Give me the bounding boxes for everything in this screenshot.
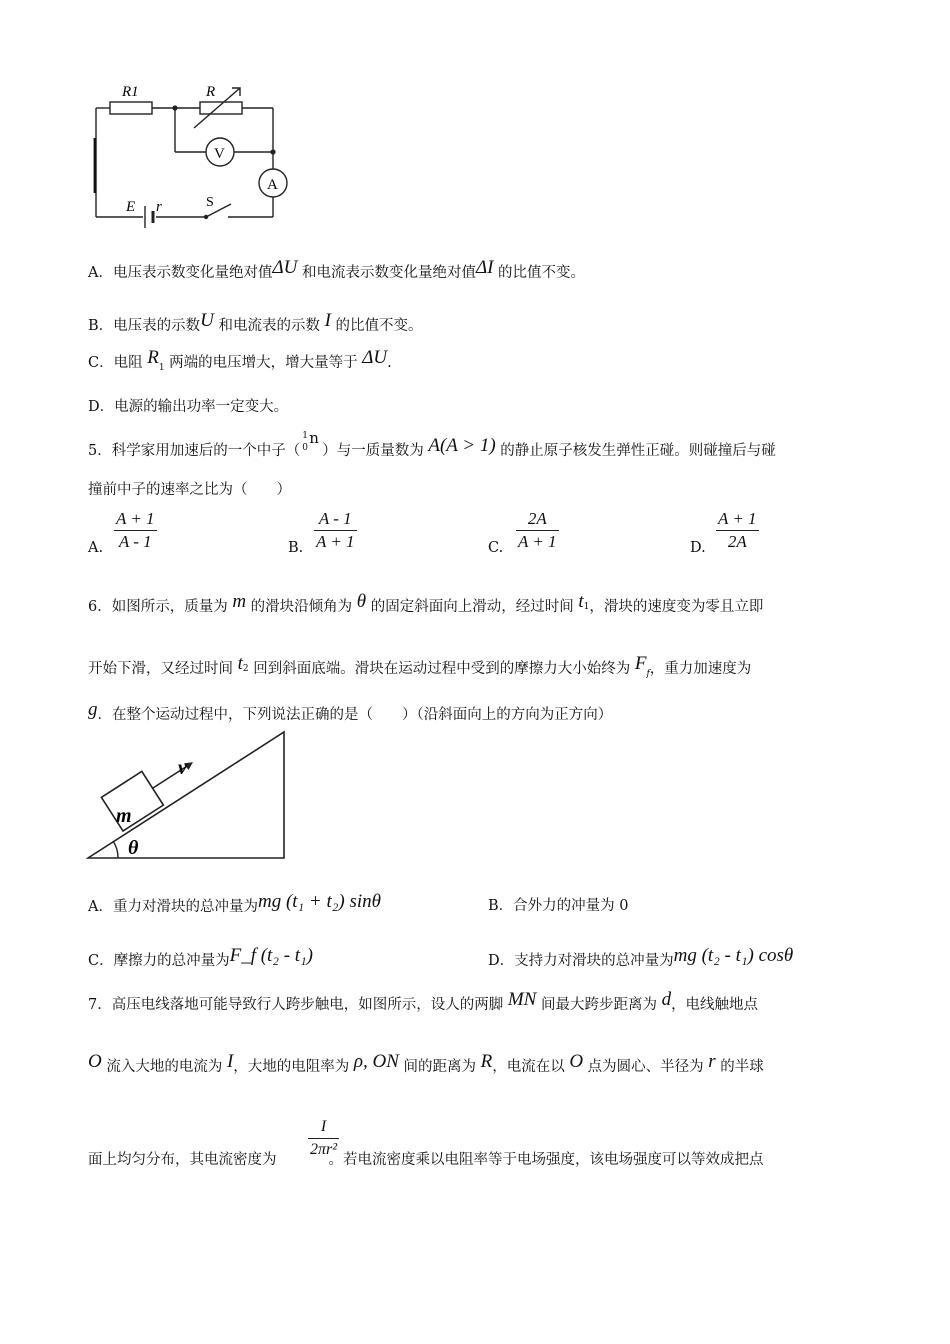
emf-label: E (126, 199, 136, 215)
ammeter-label: A (267, 177, 278, 193)
velocity-label: v (178, 757, 187, 779)
q6-option-a[interactable]: A．重力对滑块的总冲量为mg (t₁ + t₂) sinθ (88, 891, 381, 915)
q4-option-d[interactable]: D．电源的输出功率一定变大。 (88, 399, 289, 415)
switch-label: S (206, 195, 214, 210)
q6-option-c[interactable]: C．摩擦力的总冲量为F_f (t₂ - t₁) (88, 945, 313, 969)
neutron-symbol: 1 0 n (302, 429, 319, 453)
q5-option-c-label[interactable]: C. (488, 540, 504, 556)
circuit-diagram (88, 78, 298, 228)
q5-option-b-label[interactable]: B. (288, 540, 304, 556)
q5-option-b-frac[interactable]: $\frac{A - 1}{A + 1}$ (316, 509, 355, 551)
q7-stem-line1: 7．高压电线落地可能导致行人跨步触电，如图所示，设人的两脚 MN 间最大跨步距离为 d，电线触地点 (88, 989, 759, 1013)
switch-pivot (204, 215, 208, 219)
angle-arc (113, 841, 118, 858)
incline-diagram (86, 728, 290, 862)
q4-option-a[interactable]: A．电压表示数变化量绝对值ΔU 和电流表示数变化量绝对值ΔI 的比值不变。 (88, 257, 586, 281)
q5-option-a-frac[interactable]: $\frac{A + 1}{A - 1}$ (116, 509, 155, 551)
resistor-r1 (110, 102, 152, 114)
q5-stem: 5．科学家用加速后的一个中子（ 1 0 n ）与一质量数为 A(A > 1) 的静止原子核发生弹性正碰。则碰撞后与碰 (88, 429, 776, 459)
q5-option-d-frac[interactable]: $\frac{A + 1}{2A}$ (718, 509, 757, 551)
voltmeter-label: V (214, 146, 225, 162)
q5-option-c-frac[interactable]: $\frac{2A}{A + 1}$ (518, 509, 557, 551)
q6-option-b[interactable]: B．合外力的冲量为 0 (488, 898, 629, 914)
q7-stem-line2: O 流入大地的电流为 I，大地的电阻率为 ρ, ON 间的距离为 R，电流在以 O 点为圆心、半径为 r 的半球 (88, 1051, 764, 1075)
q6-stem-line3: g．在整个运动过程中，下列说法正确的是（ ）（沿斜面向上的方向为正方向） (88, 699, 613, 723)
q7-current-density: $\frac{I}{\text{2πr²}}$ (310, 1118, 338, 1158)
q4-option-b[interactable]: B．电压表的示数U 和电流表的示数 I 的比值不变。 (88, 310, 423, 334)
q4-option-c[interactable]: C．电阻 $R_1$ 两端的电压增大，增大量等于 ΔU. (88, 347, 392, 373)
r1-label: R1 (122, 84, 139, 100)
angle-label: θ (128, 837, 139, 859)
q6-stem-line2: 开始下滑，又经过时间 t2 回到斜面底端。滑块在运动过程中受到的摩擦力大小始终为 $F_f$，重力加速度为 (88, 653, 752, 679)
q6-stem-line1: 6．如图所示，质量为 m 的滑块沿倾角为 θ 的固定斜面向上滑动，经过时间 t1，滑块的速度变为零且立即 (88, 591, 764, 615)
q5-option-a-label[interactable]: A. (88, 540, 104, 556)
r-label: R (206, 84, 216, 100)
q5-stem-line2: 撞前中子的速率之比为（ ） (88, 482, 291, 498)
mass-block (101, 771, 163, 831)
mass-label: m (116, 805, 132, 827)
q7-stem-line3: 面上均匀分布，其电流密度为 。若电流密度乘以电阻率等于电场强度，该电场强度可以等效成把点 (88, 1152, 764, 1168)
q5-option-d-label[interactable]: D. (690, 540, 706, 556)
q6-option-d[interactable]: D．支持力对滑块的总冲量为mg (t₂ - t₁) cosθ (488, 945, 794, 969)
internal-r-label: r (156, 199, 162, 215)
